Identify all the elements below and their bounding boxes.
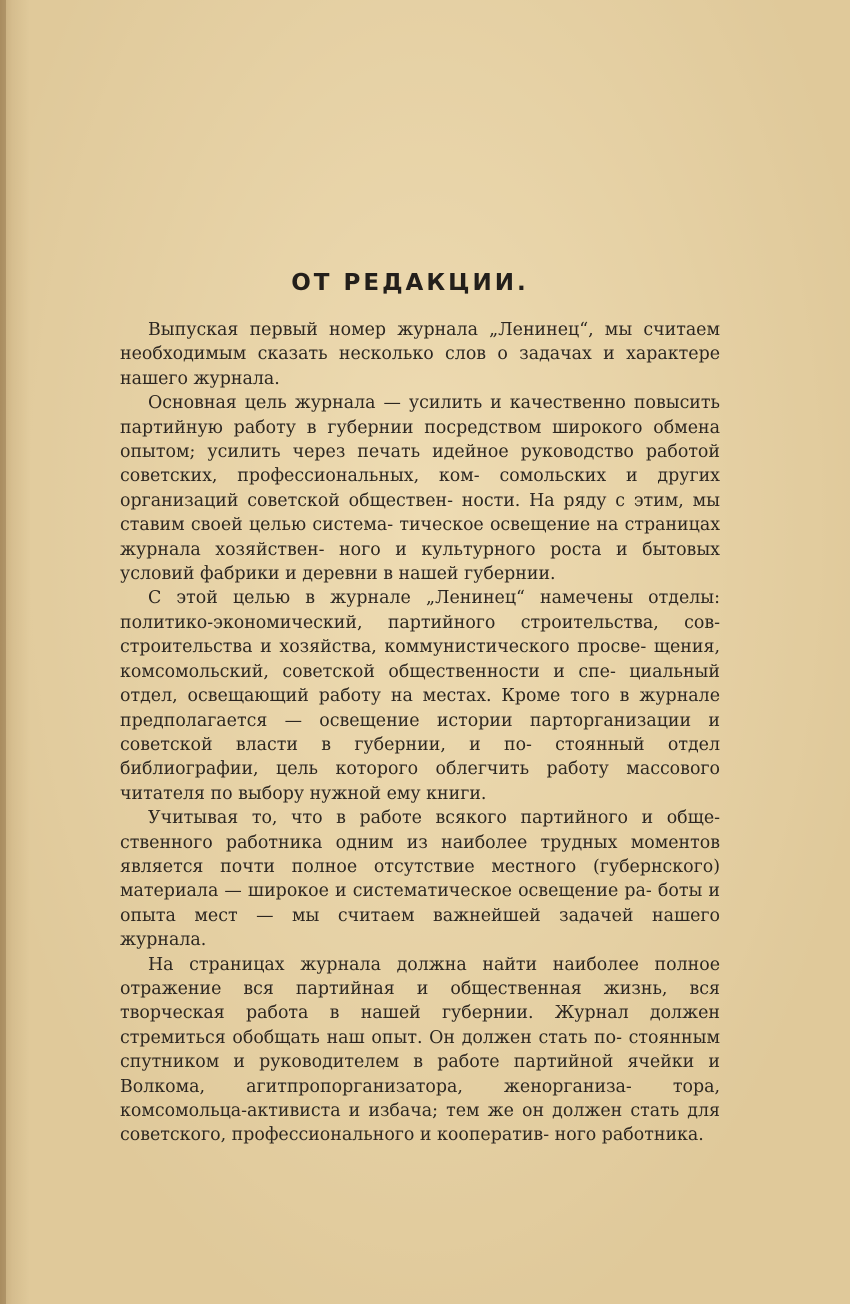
paragraph-main-goal: Основная цель журнала — усилить и качественно повысить партийную работу в губернии посредством широкого обмена опытом; усилить через печать идейное руководство работой советских, профессиональных, ком- сомольских и других организаций советской обществен- ности. На ряду с этим, мы ставим своей целью система- тическое освещение на страницах журнала хозяйствен- ного и культурного роста и бытовых условий фабрики и деревни в нашей губернии. <box>120 393 720 585</box>
paragraph-sections: С этой целью в журнале „Ленинец“ намечены отделы: политико-экономический, партийного строительства, сов- строительства и хозяйства, коммунистического просве- щения, комсомольский, советской общественности и спе- циальный отдел, освещающий работу на местах. Кроме того в журнале предполагается — освещение истории парторганизации и советской власти в губернии, и по- стоянный отдел библиографии, цель которого облегчить работу массового читателя по выбору нужной ему книги. <box>120 588 720 804</box>
page-title: ОТ РЕДАКЦИИ. <box>291 270 529 296</box>
paragraph-intro: Выпуская первый номер журнала „Ленинец“, мы считаем необходимым сказать несколько слов о задачах и характере нашего журнала. <box>120 320 720 389</box>
paragraph-local-material: Учитывая то, что в работе всякого партийного и обще- ственного работника одним из наиболее трудных моментов является почти полное отсутствие местного (губернского) материала — широкое и систематическое освещение ра- боты и опыта мест — мы считаем важнейшей задачей нашего журнала. <box>120 808 720 951</box>
paragraph-reflection: На страницах журнала должна найти наиболее полное отражение вся партийная и общественная жизнь, вся творческая работа в нашей губернии. Журнал должен стремиться обобщать наш опыт. Он должен стать по- стоянным спутником и руководителем в работе партийной ячейки и Волкома, агитпропорганизатора, женорганиза- тора, комсомольца-активиста и избача; тем же он должен стать для советского, профессионального и кооператив- ного работника. <box>120 954 720 1146</box>
page-edge-shadow <box>0 0 6 1304</box>
body-text <box>120 318 720 1148</box>
